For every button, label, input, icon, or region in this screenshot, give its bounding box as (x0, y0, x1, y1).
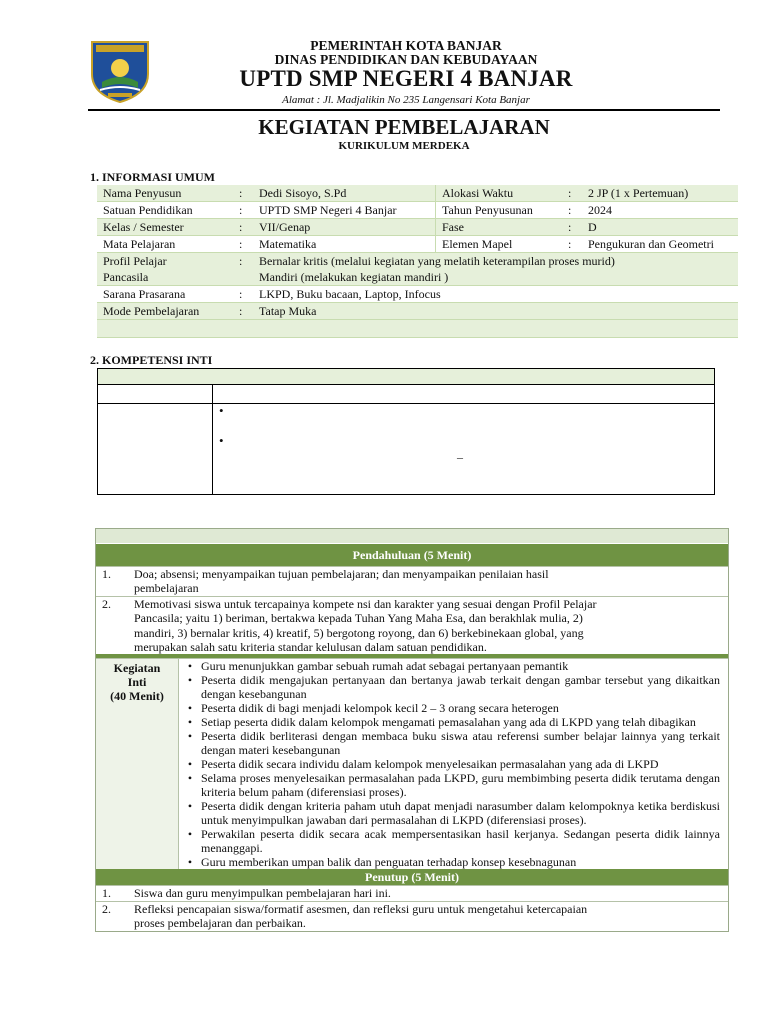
list-item-text: Guru menunjukkan gambar sebuah rumah adat sebagai pertanyaan pemantik (201, 659, 569, 674)
table-row (97, 253, 738, 286)
header-government: PEMERINTAH KOTA BANJAR (310, 38, 502, 53)
colon: : (237, 286, 253, 303)
penutup-header: Penutup (5 Menit) (96, 869, 728, 885)
bullet-icon: • (219, 403, 224, 418)
value-elemen-mapel: Pengukuran dan Geometri (582, 236, 738, 253)
colon: : (237, 253, 253, 286)
bullet-icon: • (187, 729, 193, 744)
value-kelas-semester: VII/Genap (253, 219, 436, 236)
profil-label-line1: Profil Pelajar (103, 254, 167, 268)
colon: : (237, 202, 253, 219)
list-item-text: Setiap peserta didik dalam kelompok mengamati pemasalahan yang ada di LKPD yang telah dibagikan (201, 715, 696, 730)
empty-row (97, 320, 738, 338)
inti-label-line: Kegiatan (113, 661, 161, 676)
text-line: Doa; absensi; menyampaikan tujuan pembelajaran; dan menyampaikan penilaian hasil (134, 567, 549, 581)
value-mode-pembelajaran: Tatap Muka (253, 303, 738, 320)
text-line: Memotivasi siswa untuk tercapainya kompete nsi dan karakter yang sesuai dengan Profil Pelajar (134, 596, 597, 611)
ki-cell (213, 385, 715, 404)
list-item-text: Selama proses menyelesaikan permasalahan pada LKPD, guru membimbing peserta didik terutama dengan kriteria belum paham (diferensiasi proses). (201, 771, 720, 800)
table-row (98, 369, 715, 385)
colon: : (237, 219, 253, 236)
label-nama-penyusun: Nama Penyusun (97, 185, 237, 202)
value-tahun-penyusunan: 2024 (582, 202, 738, 219)
table-row (98, 385, 715, 404)
list-item-text: Guru memberikan umpan balik dan penguatan terhadap konsep kesebnagunan (201, 855, 577, 870)
ki-cell (98, 385, 213, 404)
header-address: Alamat : Jl. Madjalikin No 235 Langensari Kota Banjar (282, 94, 530, 106)
item-text (134, 902, 728, 931)
text-line: pembelajaran (134, 581, 199, 596)
text-line: mandiri, 3) bernalar kritis, 4) kreatif, 5) bergotong royong, dan 6) berkebinekaan global, yang (134, 625, 584, 640)
list-item (179, 715, 720, 729)
ki-header-cell (98, 369, 715, 385)
pendahuluan-header: Pendahuluan (5 Menit) (96, 544, 728, 566)
section-kompetensi-inti: 2. KOMPETENSI INTI (90, 353, 213, 367)
list-item (179, 757, 720, 771)
list-item (96, 596, 728, 655)
dash-mark: – (457, 450, 463, 464)
label-elemen-mapel: Elemen Mapel (436, 236, 567, 253)
value-nama-penyusun: Dedi Sisoyo, S.Pd (253, 185, 436, 202)
value-satuan-pendidikan: UPTD SMP Negeri 4 Banjar (253, 202, 436, 219)
header-department: DINAS PENDIDIKAN DAN KEBUDAYAAN (274, 52, 538, 67)
list-item (179, 701, 720, 715)
profil-label-line2: Pancasila (103, 270, 149, 284)
value-sarana-prasarana: LKPD, Buku bacaan, Laptop, Infocus (253, 286, 738, 303)
item-text (134, 567, 728, 596)
label-mode-pembelajaran: Mode Pembelajaran (97, 303, 237, 320)
list-item-text: Peserta didik secara individu dalam kelompok menyelesaikan permasalahan yang ada di LKPD (201, 757, 659, 772)
bullet-icon: • (187, 701, 193, 716)
section-informasi-umum: 1. INFORMASI UMUM (90, 170, 215, 184)
profil-value-line2: Mandiri (melakukan kegiatan mandiri ) (259, 270, 449, 284)
colon: : (237, 185, 253, 202)
colon: : (237, 303, 253, 320)
activity-top-band (96, 529, 728, 544)
list-item (179, 827, 720, 855)
bullet-icon: • (187, 673, 193, 688)
list-item-text: Peserta didik dengan kriteria paham utuh dapat menjadi narasumber dalam kelompoknya ketika berdiskusi untuk menyimpulkan jawaban dari permasalahan di LKPD (diferensiasi proses). (201, 799, 720, 828)
value-fase: D (582, 219, 738, 236)
bullet-icon: • (219, 433, 224, 448)
list-item (179, 771, 720, 799)
item-text: Siswa dan guru menyimpulkan pembelajaran hari ini. (134, 886, 391, 901)
list-item-text: Peserta didik di bagi menjadi kelompok kecil 2 – 3 orang secara heterogen (201, 701, 559, 716)
table-row (97, 286, 738, 303)
profil-value-line1: Bernalar kritis (melalui kegiatan yang melatih keterampilan proses murid) (259, 254, 615, 268)
list-item (179, 659, 720, 673)
bullet-icon: • (187, 715, 193, 730)
activity-table (95, 528, 729, 932)
inti-label-line: Inti (127, 675, 147, 690)
list-item-text: Peserta didik berliterasi dengan membaca buku siswa atau referensi sumber belajar lainnya yang terkait dengan materi kesebangunan (201, 729, 720, 758)
list-item (96, 885, 728, 900)
label-fase: Fase (436, 219, 567, 236)
item-number: 2. (102, 596, 111, 611)
colon: : (566, 185, 582, 202)
label-sarana-prasarana: Sarana Prasarana (97, 286, 237, 303)
list-item-text: Peserta didik mengajukan pertanyaan dan bertanya jawab terkait dengan gambar tersebut yang dikaitkan dengan kesebangunan (201, 673, 720, 702)
colon: : (237, 236, 253, 253)
kompetensi-inti-table (97, 368, 715, 495)
kegiatan-inti-list (179, 659, 728, 869)
item-number: 1. (102, 886, 111, 901)
table-row (98, 404, 715, 495)
bullet-icon: • (187, 827, 193, 842)
text-line: merupakan salah satu kriteria standar kelulusan dalam satuan pendidikan. (134, 640, 487, 655)
list-item (179, 855, 720, 869)
table-row (97, 202, 738, 219)
bullet-icon: • (187, 855, 193, 870)
label-tahun-penyusunan: Tahun Penyusunan (436, 202, 567, 219)
bullet-icon: • (187, 659, 193, 674)
item-text (134, 597, 728, 655)
text-line: Pancasila; yaitu 1) beriman, bertakwa kepada Tuhan Yang Maha Esa, dan berakhlak mulia, 2) (134, 611, 583, 626)
ki-cell (98, 404, 213, 495)
value-mata-pelajaran: Matematika (253, 236, 436, 253)
kegiatan-inti-label (96, 659, 179, 869)
list-item (96, 566, 728, 596)
list-item (179, 729, 720, 757)
item-number: 2. (102, 901, 111, 916)
list-item (179, 799, 720, 827)
colon: : (566, 202, 582, 219)
inti-label-line: (40 Menit) (110, 689, 164, 704)
value-profil-pelajar (253, 253, 738, 286)
table-row (97, 185, 738, 202)
bullet-icon: • (187, 771, 193, 786)
item-number: 1. (102, 567, 111, 581)
label-alokasi-waktu: Alokasi Waktu (436, 185, 567, 202)
ki-bullet-cell (213, 404, 715, 495)
table-row (97, 303, 738, 320)
bullet-icon: • (187, 799, 193, 814)
table-row (97, 219, 738, 236)
document-title: KEGIATAN PEMBELAJARAN (258, 115, 550, 139)
text-line: proses pembelajaran dan perbaikan. (134, 916, 306, 931)
list-item-text: Perwakilan peserta didik secara acak mempersentasikan hasil kerjanya. Sedangan peserta didik lainnya menanggapi. (201, 827, 720, 856)
value-alokasi-waktu: 2 JP (1 x Pertemuan) (582, 185, 738, 202)
colon: : (566, 236, 582, 253)
document-subtitle: KURIKULUM MERDEKA (338, 140, 470, 152)
label-satuan-pendidikan: Satuan Pendidikan (97, 202, 237, 219)
label-profil-pelajar (97, 253, 237, 286)
table-row (97, 236, 738, 253)
list-item (96, 901, 728, 931)
label-mata-pelajaran: Mata Pelajaran (97, 236, 237, 253)
kegiatan-inti-row (96, 658, 728, 869)
list-item (179, 673, 720, 701)
label-kelas-semester: Kelas / Semester (97, 219, 237, 236)
colon: : (566, 219, 582, 236)
text-line: Refleksi pencapaian siswa/formatif asesmen, dan refleksi guru untuk mengetahui ketercapaian (134, 901, 588, 916)
info-table (97, 185, 738, 338)
bullet-icon: • (187, 757, 193, 772)
header-divider (88, 109, 720, 111)
header-school-name: UPTD SMP NEGERI 4 BANJAR (239, 66, 573, 91)
table-row (97, 320, 738, 338)
